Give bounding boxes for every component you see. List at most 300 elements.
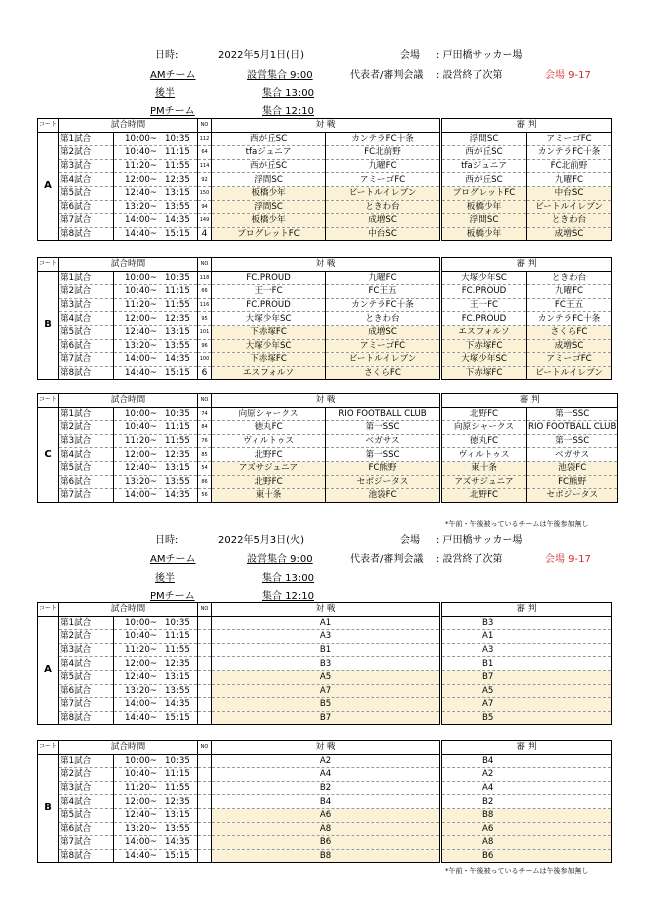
referee-team-1: アズサジュニア	[442, 475, 527, 489]
game-time	[114, 159, 198, 173]
ref-header: 審 判	[442, 741, 612, 755]
referee-team-2: アミーゴFC	[527, 353, 612, 367]
table-row	[38, 643, 440, 657]
game-no	[198, 643, 212, 657]
start-time: 10:40~	[125, 147, 157, 158]
referee-slot: B2	[442, 795, 612, 809]
team-away: アミーゴFC	[326, 339, 440, 353]
game-no: 4	[198, 227, 212, 241]
game-number: 第6試合	[59, 822, 114, 836]
table-row	[38, 711, 440, 725]
referee-team-2: ときわ台	[527, 271, 612, 285]
ref-header: 審 判	[442, 603, 612, 617]
game-number: 第8試合	[59, 711, 114, 725]
no-header: NO	[198, 394, 212, 408]
start-time: 12:40~	[125, 463, 157, 474]
game-number: 第1試合	[59, 132, 114, 146]
match-slot: B6	[212, 836, 440, 850]
start-time: 11:20~	[125, 436, 157, 447]
game-time	[114, 146, 198, 160]
game-number: 第7試合	[59, 836, 114, 850]
referee-team-2: 池袋FC	[527, 461, 618, 475]
day2-pm-meet: 集合 12:10	[262, 591, 314, 602]
match-header: 対 戦	[212, 258, 440, 272]
schedule-table-court-b	[37, 740, 440, 863]
match-header: 対 戦	[212, 394, 440, 408]
game-time	[114, 849, 198, 863]
team-home: 西が丘SC	[212, 132, 326, 146]
game-number: 第5試合	[59, 325, 114, 339]
table-row	[38, 298, 440, 312]
end-time: 15:15	[165, 851, 190, 862]
day2-rep-value: : 設営終了次第	[436, 554, 503, 565]
game-no	[198, 711, 212, 725]
table-header-row	[38, 394, 440, 408]
game-no: 92	[198, 173, 212, 187]
game-number: 第7試合	[59, 214, 114, 228]
end-time: 13:15	[165, 672, 190, 683]
day1-second-half: 後半	[155, 88, 175, 99]
game-time	[114, 227, 198, 241]
match-header: 対 戦	[212, 741, 440, 755]
game-time	[114, 353, 198, 367]
end-time: 12:35	[165, 796, 190, 807]
referee-slot: A1	[442, 630, 612, 644]
team-away: FC王五	[326, 285, 440, 299]
end-time: 13:55	[165, 823, 190, 834]
game-no	[198, 849, 212, 863]
table-header-row	[442, 119, 612, 133]
referee-team-1: 下赤塚FC	[442, 339, 527, 353]
game-time	[114, 214, 198, 228]
referee-team-2: FC王五	[527, 298, 612, 312]
team-away: RIO FOOTBALL CLUB	[326, 407, 440, 421]
referee-team-1: 大塚少年SC	[442, 271, 527, 285]
referee-team-1: 北野FC	[442, 407, 527, 421]
referee-team-1: 西が丘SC	[442, 146, 527, 160]
table-row	[442, 200, 612, 214]
team-away: 成増SC	[326, 325, 440, 339]
team-home: 板橋少年	[212, 214, 326, 228]
table-row	[442, 366, 612, 380]
game-no	[198, 822, 212, 836]
table-row	[442, 768, 612, 782]
referee-slot: A2	[442, 768, 612, 782]
referee-team-2: 成増SC	[527, 227, 612, 241]
game-time	[114, 271, 198, 285]
referee-team-2: セボジータス	[527, 489, 618, 503]
court-label: A	[38, 132, 59, 241]
game-time	[114, 325, 198, 339]
end-time: 13:15	[165, 327, 190, 338]
table-row	[38, 271, 440, 285]
game-time	[114, 312, 198, 326]
table-row	[442, 711, 612, 725]
table-row	[442, 407, 618, 421]
team-home: tfaジュニア	[212, 146, 326, 160]
start-time: 12:40~	[125, 672, 157, 683]
team-away: 九曜FC	[326, 271, 440, 285]
court-header: コート	[38, 741, 59, 755]
table-row	[442, 132, 612, 146]
referee-team-1: ブログレットFC	[442, 186, 527, 200]
end-time: 10:35	[165, 408, 190, 419]
table-row	[38, 670, 440, 684]
referee-slot: B8	[442, 808, 612, 822]
team-away: 九曜FC	[326, 159, 440, 173]
game-time	[114, 684, 198, 698]
team-home: 下赤塚FC	[212, 353, 326, 367]
referee-team-1: エスフォルソ	[442, 325, 527, 339]
match-slot: A3	[212, 630, 440, 644]
no-header: NO	[198, 258, 212, 272]
game-time	[114, 461, 198, 475]
game-no: 101	[198, 325, 212, 339]
day1-date-label: 日時:	[155, 50, 179, 61]
match-slot: A8	[212, 822, 440, 836]
referee-team-1: 浮間SC	[442, 132, 527, 146]
start-time: 12:00~	[125, 313, 157, 324]
table-row	[442, 186, 612, 200]
start-time: 10:40~	[125, 422, 157, 433]
start-time: 13:20~	[125, 685, 157, 696]
start-time: 14:00~	[125, 837, 157, 848]
referee-slot: B1	[442, 657, 612, 671]
end-time: 14:35	[165, 699, 190, 710]
schedule-table-court-a	[37, 118, 440, 241]
end-time: 11:55	[165, 783, 190, 794]
start-time: 14:40~	[125, 851, 157, 862]
no-header: NO	[198, 119, 212, 133]
table-row	[38, 822, 440, 836]
game-time	[114, 630, 198, 644]
table-row	[442, 339, 612, 353]
game-time	[114, 698, 198, 712]
start-time: 12:00~	[125, 658, 157, 669]
game-time	[114, 808, 198, 822]
team-home: ヴィルトゥス	[212, 434, 326, 448]
team-home: 浮間SC	[212, 173, 326, 187]
referee-slot: B3	[442, 616, 612, 630]
start-time: 14:40~	[125, 229, 157, 240]
game-no	[198, 684, 212, 698]
game-time	[114, 173, 198, 187]
time-header: 試合時間	[59, 741, 198, 755]
team-away: 第一SSC	[326, 421, 440, 435]
start-time: 10:00~	[125, 272, 157, 283]
referee-slot: A5	[442, 684, 612, 698]
start-time: 12:40~	[125, 188, 157, 199]
start-time: 13:20~	[125, 201, 157, 212]
end-time: 13:15	[165, 188, 190, 199]
end-time: 11:15	[165, 286, 190, 297]
end-time: 12:35	[165, 313, 190, 324]
game-no	[198, 657, 212, 671]
day1-venue-value: : 戸田橋サッカー場	[436, 50, 523, 61]
table-row	[38, 173, 440, 187]
team-away: カンテラFC十条	[326, 298, 440, 312]
table-row	[442, 670, 612, 684]
game-number: 第7試合	[59, 489, 114, 503]
match-header: 対 戦	[212, 119, 440, 133]
game-no: 54	[198, 461, 212, 475]
ref-header: 審 判	[442, 258, 612, 272]
game-number: 第5試合	[59, 461, 114, 475]
table-row	[38, 186, 440, 200]
court-header: コート	[38, 119, 59, 133]
table-row	[442, 698, 612, 712]
game-number: 第2試合	[59, 421, 114, 435]
table-row	[38, 489, 440, 503]
table-row	[38, 836, 440, 850]
team-away: ビートルイレブン	[326, 186, 440, 200]
game-number: 第2試合	[59, 146, 114, 160]
end-time: 13:55	[165, 201, 190, 212]
end-time: 11:55	[165, 161, 190, 172]
table-row	[442, 421, 618, 435]
game-no: 64	[198, 146, 212, 160]
day1-date-value: 2022年5月1日(日)	[218, 50, 304, 61]
referee-team-1: 向原シャークス	[442, 421, 527, 435]
table-row	[38, 227, 440, 241]
table-row	[38, 657, 440, 671]
end-time: 10:35	[165, 755, 190, 766]
game-number: 第5試合	[59, 808, 114, 822]
game-time	[114, 781, 198, 795]
day1-pm-meet: 集合 12:10	[262, 106, 314, 117]
game-number: 第3試合	[59, 434, 114, 448]
table-row	[442, 214, 612, 228]
day1-rep-label: 代表者/審判会議	[350, 70, 424, 81]
table-row	[442, 353, 612, 367]
game-no	[198, 670, 212, 684]
game-number: 第4試合	[59, 312, 114, 326]
start-time: 12:00~	[125, 449, 157, 460]
game-time	[114, 643, 198, 657]
end-time: 12:35	[165, 658, 190, 669]
table-row	[38, 421, 440, 435]
referee-table-court-a	[441, 602, 612, 725]
referee-team-2: 第一SSC	[527, 434, 618, 448]
end-time: 14:35	[165, 215, 190, 226]
game-number: 第3試合	[59, 643, 114, 657]
referee-team-2: RIO FOOTBALL CLUB	[528, 422, 617, 433]
start-time: 10:40~	[125, 769, 157, 780]
end-time: 15:15	[165, 713, 190, 724]
table-row	[442, 836, 612, 850]
end-time: 14:35	[165, 490, 190, 501]
game-no: 76	[198, 434, 212, 448]
table-row	[442, 808, 612, 822]
table-header-row	[38, 258, 440, 272]
start-time: 11:20~	[125, 783, 157, 794]
game-no: 85	[198, 448, 212, 462]
end-time: 10:35	[165, 133, 190, 144]
table-header-row	[442, 258, 612, 272]
game-number: 第8試合	[59, 227, 114, 241]
referee-team-2: 九曜FC	[527, 173, 612, 187]
referee-team-2: ビートルイレブン	[527, 366, 612, 380]
referee-team-2: ベガサス	[527, 448, 618, 462]
table-row	[38, 781, 440, 795]
schedule-table-court-a	[37, 602, 440, 725]
start-time: 13:20~	[125, 823, 157, 834]
team-home: 徳丸FC	[212, 421, 326, 435]
match-slot: B5	[212, 698, 440, 712]
table-row	[38, 159, 440, 173]
day2-venue-label: 会場	[400, 535, 420, 546]
game-time	[114, 200, 198, 214]
time-header: 試合時間	[59, 603, 198, 617]
day1-court-range: 会場 9-17	[545, 70, 591, 81]
start-time: 10:40~	[125, 286, 157, 297]
game-no	[198, 781, 212, 795]
day2-second-half: 後半	[155, 573, 175, 584]
referee-team-2: 成増SC	[527, 339, 612, 353]
referee-team-1: 下赤塚FC	[442, 366, 527, 380]
start-time: 13:20~	[125, 340, 157, 351]
table-row	[442, 298, 612, 312]
court-header: コート	[38, 258, 59, 272]
referee-team-2: 第一SSC	[527, 407, 618, 421]
end-time: 14:35	[165, 837, 190, 848]
team-home: 東十条	[212, 489, 326, 503]
table-row	[442, 285, 612, 299]
game-time	[114, 768, 198, 782]
table-row	[38, 407, 440, 421]
ref-header: 審 判	[442, 394, 618, 408]
table-row	[38, 214, 440, 228]
game-time	[114, 657, 198, 671]
table-header-row	[38, 741, 440, 755]
day2-venue-value: : 戸田橋サッカー場	[436, 535, 523, 546]
match-slot: A6	[212, 808, 440, 822]
start-time: 12:40~	[125, 810, 157, 821]
table-row	[442, 849, 612, 863]
day2-date-label: 日時:	[155, 535, 179, 546]
end-time: 11:55	[165, 300, 190, 311]
team-home: FC.PROUD	[212, 271, 326, 285]
day1-note: *午前・午後被っているチームは午後参加無し	[445, 520, 589, 528]
match-slot: A7	[212, 684, 440, 698]
table-row	[442, 781, 612, 795]
referee-team-1: 大塚少年SC	[442, 353, 527, 367]
time-header: 試合時間	[59, 119, 198, 133]
start-time: 12:40~	[125, 327, 157, 338]
start-time: 10:00~	[125, 755, 157, 766]
table-header-row	[442, 741, 612, 755]
team-home: 王一FC	[212, 285, 326, 299]
referee-team-2: さくらFC	[527, 325, 612, 339]
table-row	[38, 366, 440, 380]
game-time	[114, 616, 198, 630]
time-header: 試合時間	[59, 258, 198, 272]
referee-team-2: ビートルイレブン	[527, 200, 612, 214]
team-home: 板橋少年	[212, 186, 326, 200]
team-home: 向原シャークス	[212, 407, 326, 421]
game-no: 149	[198, 214, 212, 228]
team-home: エスフォルソ	[212, 366, 326, 380]
game-number: 第4試合	[59, 795, 114, 809]
end-time: 11:15	[165, 769, 190, 780]
game-number: 第3試合	[59, 298, 114, 312]
table-row	[38, 448, 440, 462]
referee-team-2: FC熊野	[527, 475, 618, 489]
end-time: 13:55	[165, 685, 190, 696]
day1-pm-team: PMチーム	[150, 106, 195, 117]
start-time: 11:20~	[125, 300, 157, 311]
end-time: 12:35	[165, 449, 190, 460]
game-number: 第1試合	[59, 407, 114, 421]
referee-slot: B4	[442, 754, 612, 768]
game-no	[198, 754, 212, 768]
referee-slot: B5	[442, 711, 612, 725]
game-time	[114, 822, 198, 836]
start-time: 12:00~	[125, 796, 157, 807]
team-home: 大塚少年SC	[212, 339, 326, 353]
day2-rep-label: 代表者/審判会議	[350, 554, 424, 565]
end-time: 11:15	[165, 422, 190, 433]
start-time: 14:00~	[125, 490, 157, 501]
game-no: 74	[198, 407, 212, 421]
schedule-table-court-c	[37, 393, 440, 503]
start-time: 10:40~	[125, 631, 157, 642]
day1-am-meet: 設営集合 9:00	[247, 70, 313, 81]
no-header: NO	[198, 741, 212, 755]
team-home: 北野FC	[212, 448, 326, 462]
end-time: 11:55	[165, 436, 190, 447]
team-home: 大塚少年SC	[212, 312, 326, 326]
game-no: 66	[198, 285, 212, 299]
referee-team-1: 東十条	[442, 461, 527, 475]
game-number: 第4試合	[59, 173, 114, 187]
team-away: FC北前野	[326, 146, 440, 160]
game-no	[198, 616, 212, 630]
referee-table-court-a	[441, 118, 612, 241]
time-header: 試合時間	[59, 394, 198, 408]
start-time: 11:20~	[125, 645, 157, 656]
game-time	[114, 285, 198, 299]
table-row	[442, 754, 612, 768]
match-header: 対 戦	[212, 603, 440, 617]
game-number: 第7試合	[59, 698, 114, 712]
game-no	[198, 698, 212, 712]
game-no	[198, 836, 212, 850]
game-time	[114, 434, 198, 448]
start-time: 10:00~	[125, 408, 157, 419]
game-no: 96	[198, 339, 212, 353]
game-no: 112	[198, 132, 212, 146]
end-time: 13:15	[165, 463, 190, 474]
end-time: 10:35	[165, 617, 190, 628]
game-time	[114, 489, 198, 503]
referee-slot: B7	[442, 670, 612, 684]
court-label: B	[38, 271, 59, 380]
referee-team-1: 板橋少年	[442, 200, 527, 214]
team-home: 西が丘SC	[212, 159, 326, 173]
team-home: ブログレットFC	[212, 227, 326, 241]
referee-team-1: 西が丘SC	[442, 173, 527, 187]
day2-date-value: 2022年5月3日(火)	[218, 535, 304, 546]
day1-venue-label: 会場	[400, 50, 420, 61]
game-no: 6	[198, 366, 212, 380]
start-time: 14:00~	[125, 699, 157, 710]
game-number: 第8試合	[59, 366, 114, 380]
start-time: 14:00~	[125, 215, 157, 226]
game-number: 第7試合	[59, 353, 114, 367]
court-header: コート	[38, 394, 59, 408]
referee-team-1: 王一FC	[442, 298, 527, 312]
